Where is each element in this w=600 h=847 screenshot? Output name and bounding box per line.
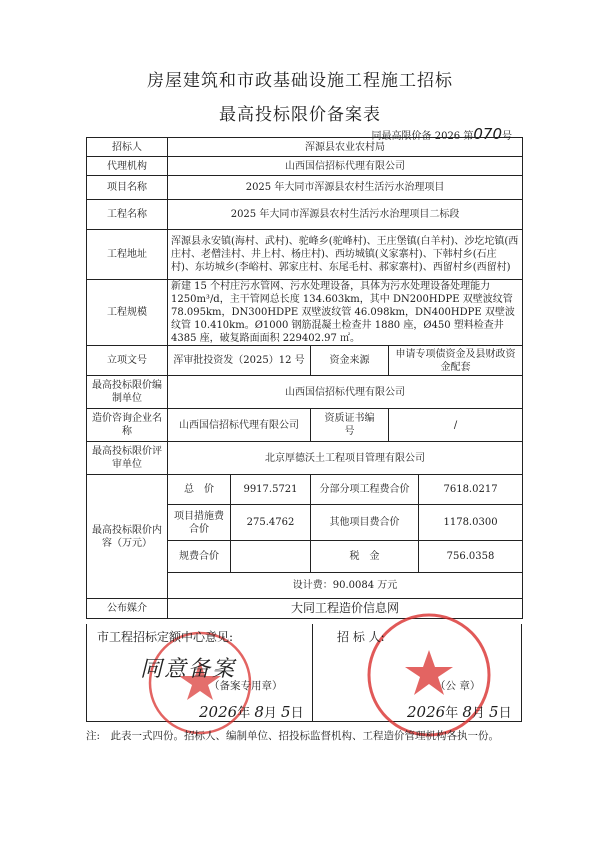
location-label: 工程地址 (87, 230, 168, 280)
doc-number-value: 070 (473, 125, 502, 143)
approval-doc-value: 浑审批投资发（2025）12 号 (168, 346, 311, 376)
reviewer-label: 最高投标限价评审单位 (87, 442, 168, 475)
row-compiler (87, 376, 523, 409)
filing-date-day: 5 (281, 703, 291, 721)
approval-section (86, 624, 522, 722)
tenderer-date-day: 5 (489, 703, 499, 721)
location-value: 浑源县永安镇(海村、武村)、驼峰乡(驼峰村)、王庄堡镇(白羊村)、沙圪坨镇(西庄村、老僧洼村、井上村、杨庄村)、西坊城镇(义家寨村)、下韩村乡(石庄村)、东坊城乡(李峪村、郭家庄村、东尾毛村、郝家寨村)、西留村乡(西留村) (168, 230, 523, 280)
tenderer-label: 招标人 (87, 138, 168, 157)
filing-date-year: 2026 (199, 703, 238, 721)
row-scale (87, 280, 523, 346)
compiler-label: 最高投标限价编制单位 (87, 376, 168, 409)
section-name-value: 2025 年大同市浑源县农村生活污水治理项目二标段 (168, 200, 523, 230)
row-tenderer (87, 138, 523, 157)
tenderer-value: 浑源县农业农村局 (168, 138, 523, 157)
approval-doc-label: 立项文号 (87, 346, 168, 376)
row-consultant (87, 409, 523, 442)
filing-table (86, 137, 523, 619)
publish-value: 大同工程造价信息网 (168, 599, 523, 619)
price-label: 最高投标限价内容（万元） (87, 475, 168, 599)
tax-value: 756.0358 (419, 541, 523, 573)
subitem-label: 分部分项工程费合价 (311, 475, 419, 505)
filing-date (199, 702, 304, 721)
certificate-value: / (389, 409, 523, 442)
agency-value: 山西国信招标代理有限公司 (168, 157, 523, 176)
scale-value: 新建 15 个村庄污水管网、污水处理设备，具体为污水处理设备处理能力 1250m³/d，主干管网总长度 134.603km，其中 DN200HDPE 双壁波纹管 78.095km，DN300HDPE 双壁波纹管 46.098km，DN400HDPE 双壁波纹管 10.410km。Ø1000 钢筋混凝土检查井 1880 座，Ø450 塑料检查井 4385 座，破复路面面积 229402.97 ㎡。 (168, 280, 523, 346)
title-line-2: 最高投标限价备案表 (219, 105, 381, 125)
row-reviewer (87, 442, 523, 475)
agency-label: 代理机构 (87, 157, 168, 176)
other-value: 1178.0300 (419, 505, 523, 541)
compiler-value: 山西国信招标代理有限公司 (168, 376, 523, 409)
total-label: 总 价 (168, 475, 231, 505)
tenderer-date-year: 2026 (407, 703, 446, 721)
tenderer-date (407, 702, 512, 721)
doc-number-suffix: 号 (502, 131, 512, 142)
funding-source-value: 申请专项债资金及县财政资金配套 (389, 346, 523, 376)
measures-label: 项目措施费合价 (168, 505, 231, 541)
row-approval-doc (87, 346, 523, 376)
title-line-1: 房屋建筑和市政基础设施工程施工招标 (147, 71, 453, 91)
measures-value: 275.4762 (231, 505, 311, 541)
row-agency (87, 157, 523, 176)
reviewer-value: 北京厚德沃土工程项目管理有限公司 (168, 442, 523, 475)
filing-date-month: 8 (254, 703, 264, 721)
project-name-label: 项目名称 (87, 176, 168, 200)
fees-value (231, 541, 311, 573)
funding-source-label: 资金来源 (311, 346, 389, 376)
tenderer-date-month-unit: 月 (471, 706, 485, 721)
row-price-1 (87, 475, 523, 505)
design-fee: 设计费：90.0084 万元 (168, 573, 523, 599)
filing-date-day-unit: 日 (290, 706, 304, 721)
consultant-label: 造价咨询企业名称 (87, 409, 168, 442)
row-location (87, 230, 523, 280)
filing-seal-note: （备案专用章） (209, 680, 283, 692)
section-name-label: 工程名称 (87, 200, 168, 230)
project-name-value: 2025 年大同市浑源县农村生活污水治理项目 (168, 176, 523, 200)
certificate-label: 资质证书编 号 (311, 409, 389, 442)
tax-label: 税 金 (311, 541, 419, 573)
tenderer-date-day-unit: 日 (498, 706, 512, 721)
filing-date-month-unit: 月 (263, 706, 277, 721)
footnote: 注: 此表一式四份。招标人、编制单位、招投标监督机构、工程造价管理机构各执一份。 (86, 730, 500, 742)
scale-label: 工程规模 (87, 280, 168, 346)
filing-center-opinion-label: 市工程招标定额中心意见: (97, 630, 234, 644)
subitem-value: 7618.0217 (419, 475, 523, 505)
other-label: 其他项目费合价 (311, 505, 419, 541)
tenderer-date-month: 8 (462, 703, 472, 721)
approval-divider (312, 624, 313, 721)
row-section-name (87, 200, 523, 230)
tenderer-seal-note: （公 章） (435, 680, 481, 692)
row-project-name (87, 176, 523, 200)
approval-signature: 同意备案 (140, 657, 237, 682)
consultant-value: 山西国信招标代理有限公司 (168, 409, 311, 442)
doc-number-prefix: 同最高限价备 2026 第 (371, 131, 474, 142)
tenderer-sign-label: 招 标 人: (337, 630, 385, 644)
total-value: 9917.5721 (231, 475, 311, 505)
publish-label: 公布媒介 (87, 599, 168, 619)
tenderer-date-year-unit: 年 (445, 706, 459, 721)
filing-date-year-unit: 年 (237, 706, 251, 721)
fees-label: 规费合价 (168, 541, 231, 573)
